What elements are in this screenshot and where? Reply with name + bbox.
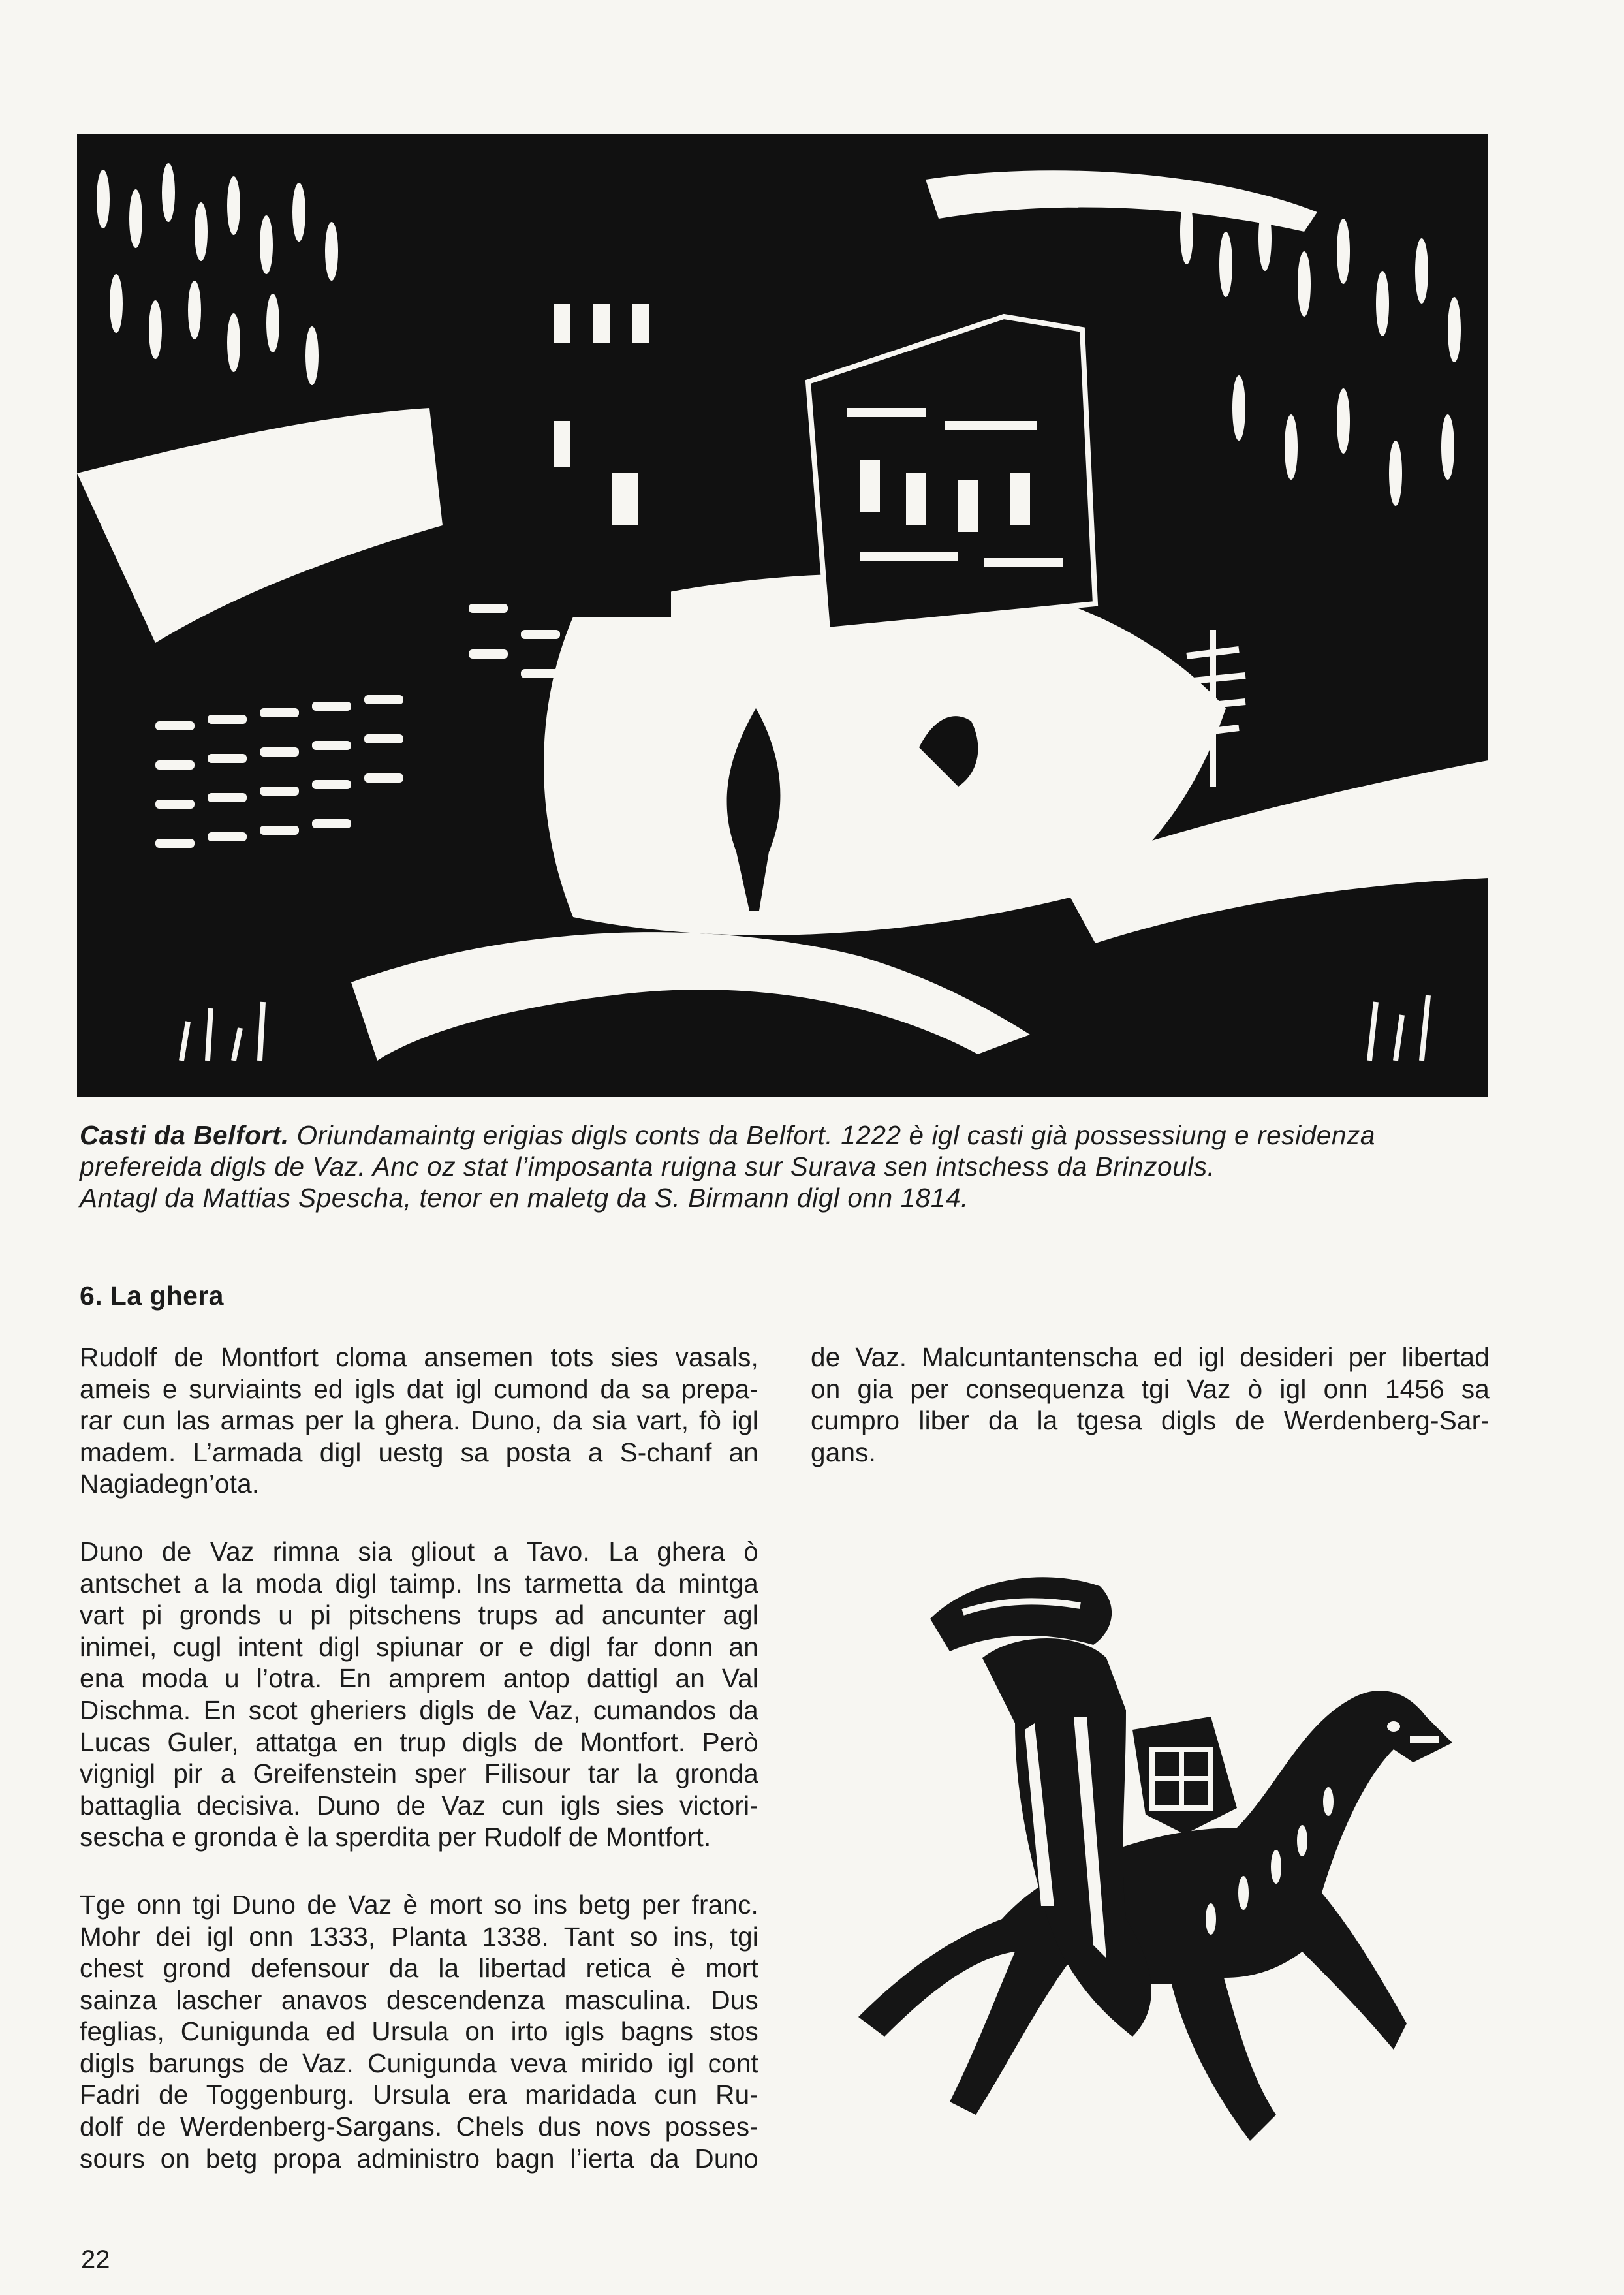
text-line: Rudolf de Montfort cloma ansemen tots sies vasals,	[80, 1342, 758, 1372]
caption-text: prefereida digls de Vaz. Anc oz stat l’imposanta ruigna sur Surava sen intschess da Brinzouls.	[80, 1151, 1215, 1181]
text-line: battaglia decisiva. Duno de Vaz cun igls sies victori-	[80, 1790, 758, 1820]
paragraph	[80, 1341, 758, 1500]
figure-caption	[80, 1119, 1548, 1213]
caption-line	[80, 1182, 1548, 1213]
rider-woodcut-drawing	[819, 1553, 1459, 2180]
text-line: antschet a la moda digl taimp. Ins tarmetta da mintga	[80, 1568, 758, 1599]
text-line: de Vaz. Malcuntantenscha ed igl desideri per libertad	[811, 1342, 1490, 1372]
page-number: 22	[81, 2245, 110, 2274]
text-line: madem. L’armada digl uestg sa posta a S-chanf an	[80, 1437, 758, 1467]
text-line: chest grond defensour da la libertad retica è mort	[80, 1953, 758, 1984]
section-heading: 6. La ghera	[80, 1281, 224, 1311]
caption-line	[80, 1119, 1548, 1151]
text-line: cumpro liber da la tgesa digls de Werdenberg-Sar-	[811, 1405, 1490, 1436]
text-line: Tge onn tgi Duno de Vaz è mort so ins betg per franc.	[80, 1889, 758, 1920]
caption-lead: Casti da Belfort.	[80, 1120, 289, 1150]
text-line: digls barungs de Vaz. Cunigunda veva mirido igl cont	[80, 2048, 758, 2078]
text-line: Nagiadegn’ota.	[80, 1469, 260, 1499]
text-line: Duno de Vaz rimna sia gliout a Tavo. La ghera ò	[80, 1536, 758, 1567]
paragraph	[80, 1889, 758, 2174]
text-line: Lucas Guler, attatga en trup digls de Montfort. Però	[80, 1726, 758, 1757]
text-line: Dischma. En scot gheriers digls de Vaz, cumandos da	[80, 1694, 758, 1725]
text-line: sainza lascher anavos descendenza masculina. Dus	[80, 1984, 758, 2015]
paragraph	[811, 1341, 1490, 1468]
text-line: vignigl pir a Greifenstein sper Filisour tar la gronda	[80, 1758, 758, 1789]
text-line: sours on betg propa administro bagn l’ierta da Duno	[80, 2143, 758, 2174]
text-line: gans.	[811, 1437, 877, 1467]
text-line: feglias, Cunigunda ed Ursula on irto igls bagns stos	[80, 2016, 758, 2047]
rider-woodcut-image	[819, 1553, 1459, 2180]
text-line: Fadri de Toggenburg. Ursula era maridada cun Ru-	[80, 2080, 758, 2110]
text-line: Mohr dei igl onn 1333, Planta 1338. Tant so ins, tgi	[80, 1921, 758, 1952]
text-line: ena moda u l’otra. En amprem antop dattigl an Val	[80, 1663, 758, 1694]
text-line: ameis e surviaints ed igls dat igl cumond da sa prepa-	[80, 1373, 758, 1404]
castle-woodcut-drawing	[77, 134, 1488, 1097]
castle-woodcut-image	[77, 134, 1488, 1097]
text-line: on gia per consequenza tgi Vaz ò igl onn 1456 sa	[811, 1373, 1490, 1404]
text-line: inimei, cugl intent digl spiunar or e digl far donn an	[80, 1631, 758, 1662]
text-line: dolf de Werdenberg-Sargans. Chels dus novs posses-	[80, 2112, 758, 2142]
text-line: sescha e gronda è la sperdita per Rudolf de Montfort.	[80, 1822, 711, 1852]
paragraph	[80, 1536, 758, 1853]
caption-text: Oriundamaintg erigias digls conts da Belfort. 1222 è igl casti già possessiung e residenza	[289, 1120, 1376, 1150]
text-line: vart pi gronds u pi pitschens trups ad ancunter agl	[80, 1600, 758, 1631]
text-line: rar cun las armas per la ghera. Duno, da sia vart, fò igl	[80, 1405, 758, 1436]
right-column	[811, 1341, 1490, 1504]
caption-text: Antagl da Mattias Spescha, tenor en maletg da S. Birmann digl onn 1814.	[80, 1183, 969, 1213]
left-column	[80, 1341, 758, 2210]
caption-line	[80, 1151, 1548, 1182]
